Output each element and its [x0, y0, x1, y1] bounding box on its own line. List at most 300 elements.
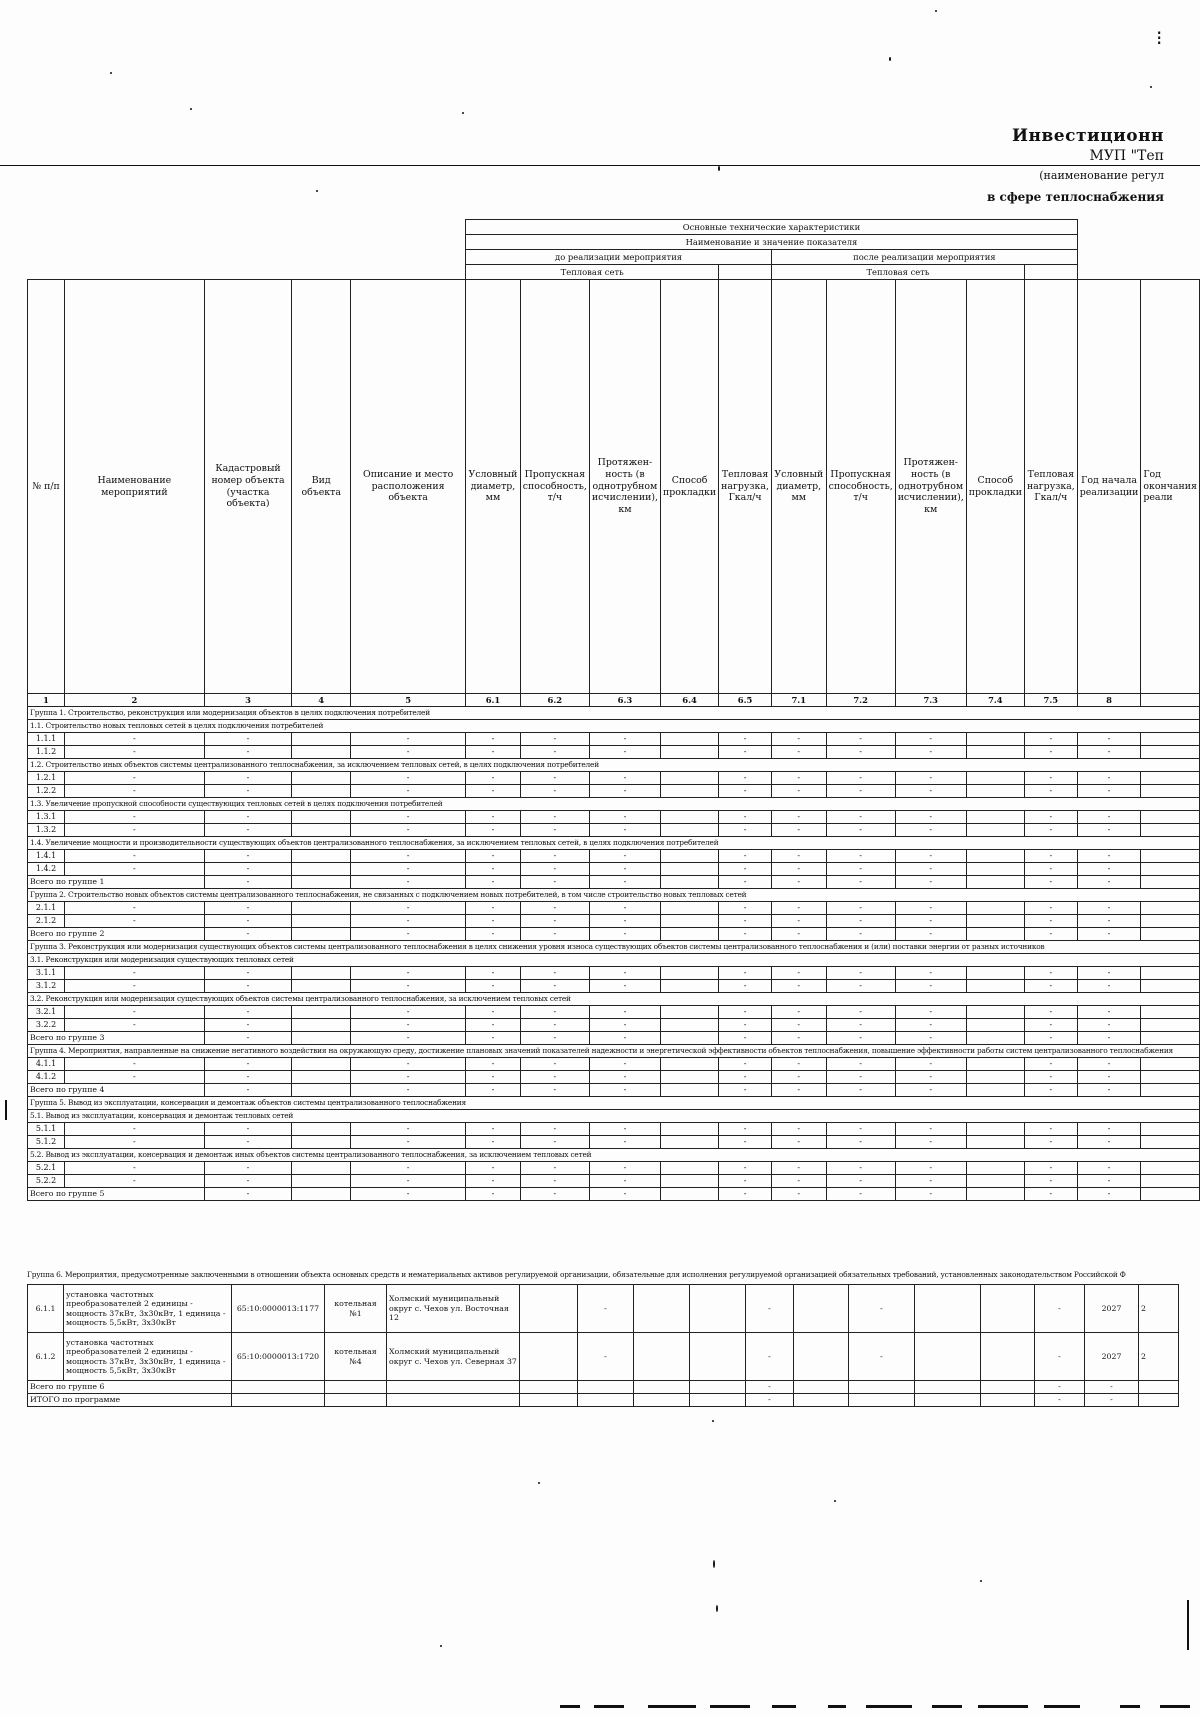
empty-value: -: [771, 733, 826, 746]
empty-value: -: [64, 746, 204, 759]
table-cell: [966, 915, 1024, 928]
empty-value: -: [466, 1123, 521, 1136]
table-cell: [966, 1175, 1024, 1188]
empty-value: -: [64, 980, 204, 993]
empty-value: -: [1024, 1006, 1077, 1019]
empty-value: -: [589, 733, 660, 746]
row-number: 1.1.1: [28, 733, 65, 746]
header-row-3: [28, 250, 1200, 265]
column-number: 6.4: [660, 694, 718, 707]
row-number: 3.1.1: [28, 967, 65, 980]
table-cell: [660, 746, 718, 759]
empty-value: -: [895, 902, 966, 915]
empty-value: -: [351, 772, 466, 785]
column-number: 7.1: [771, 694, 826, 707]
empty-value: -: [1024, 850, 1077, 863]
table-cell: [660, 863, 718, 876]
empty-value: -: [589, 746, 660, 759]
empty-value: -: [64, 824, 204, 837]
empty-value: -: [1024, 733, 1077, 746]
section-label: Группа 3. Реконструкция или модернизация существующих объектов системы централизованного теплоснабжения в целях снижения уровня износа существующих объектов системы централизованного теплоснабжения и (или) поставки энергии от разных источников: [28, 941, 1200, 954]
table-cell: [660, 1175, 718, 1188]
empty-value: -: [520, 785, 589, 798]
table-cell: [292, 876, 351, 889]
grand-total-row: [28, 1394, 1179, 1407]
col-load-before: Тепловая нагрузка, Гкал/ч: [719, 280, 772, 694]
empty-value: -: [351, 850, 466, 863]
empty-value: -: [719, 1006, 772, 1019]
row-number: 5.2.2: [28, 1175, 65, 1188]
table-cell: [232, 1394, 325, 1407]
table-cell: [292, 1071, 351, 1084]
table-cell: [292, 902, 351, 915]
empty-value: -: [826, 1084, 895, 1097]
empty-value: -: [520, 980, 589, 993]
empty-value: -: [466, 785, 521, 798]
empty-value: -: [826, 1188, 895, 1201]
heat-network-before-header: Тепловая сеть: [466, 265, 719, 280]
empty-value: -: [826, 980, 895, 993]
empty-value: -: [520, 928, 589, 941]
table-row: [28, 811, 1200, 824]
empty-value: -: [351, 746, 466, 759]
table-cell: [660, 967, 718, 980]
empty-value: -: [826, 1123, 895, 1136]
table-cell: [660, 1084, 718, 1097]
table-cell: [1141, 1019, 1200, 1032]
empty-value: -: [204, 733, 292, 746]
table-cell: [981, 1394, 1035, 1407]
empty-value: -: [520, 1136, 589, 1149]
table-cell: [660, 1188, 718, 1201]
section-row: [28, 889, 1200, 902]
empty-value: -: [204, 1058, 292, 1071]
table-cell: [292, 1058, 351, 1071]
col-kind: Вид объекта: [292, 280, 351, 694]
empty-value: -: [719, 863, 772, 876]
empty-value: -: [520, 1032, 589, 1045]
empty-value: -: [204, 1162, 292, 1175]
table-cell: [292, 967, 351, 980]
empty-value: -: [204, 1071, 292, 1084]
table-row: [28, 863, 1200, 876]
empty-value: -: [771, 772, 826, 785]
section-row: [28, 837, 1200, 850]
empty-value: -: [849, 1333, 915, 1381]
table-row: [28, 1136, 1200, 1149]
table-cell: [325, 1381, 387, 1394]
empty-value: -: [1035, 1394, 1085, 1407]
row-number: 1.2.1: [28, 772, 65, 785]
table-cell: [1139, 1381, 1179, 1394]
table-cell: [1141, 915, 1200, 928]
table-row: [28, 1333, 1179, 1381]
empty-value: -: [1077, 1032, 1141, 1045]
organization-note: (наименование регул: [1039, 169, 1164, 182]
empty-value: -: [1077, 1123, 1141, 1136]
empty-value: -: [589, 928, 660, 941]
empty-value: -: [466, 1058, 521, 1071]
empty-value: -: [1077, 967, 1141, 980]
empty-value: -: [1024, 1136, 1077, 1149]
empty-value: -: [466, 928, 521, 941]
table-cell: [660, 785, 718, 798]
empty-value: -: [895, 1123, 966, 1136]
table-cell: [1141, 1032, 1200, 1045]
empty-value: -: [895, 928, 966, 941]
row-number: 2.1.2: [28, 915, 65, 928]
table-row: [28, 1162, 1200, 1175]
section-row: [28, 1149, 1200, 1162]
empty-value: -: [64, 863, 204, 876]
object-kind: котельная №4: [325, 1333, 387, 1381]
table-cell: [966, 850, 1024, 863]
empty-value: -: [895, 1006, 966, 1019]
indicator-name-header: Наименование и значение показателя: [466, 235, 1078, 250]
empty-value: -: [351, 1019, 466, 1032]
empty-value: -: [204, 1175, 292, 1188]
header-row-2: [28, 235, 1200, 250]
row-number: 4.1.2: [28, 1071, 65, 1084]
col-load-after: Тепловая нагрузка, Гкал/ч: [1024, 280, 1077, 694]
empty-value: -: [895, 1058, 966, 1071]
row-number: 5.2.1: [28, 1162, 65, 1175]
measure-name: установка частотных преобразователей 2 единицы - мощность 37кВт, 3х30кВт, 1 единица - мощность 5,5кВт, 3х30кВт: [64, 1333, 232, 1381]
empty-value: -: [719, 980, 772, 993]
table-cell: [292, 1188, 351, 1201]
row-number: 6.1.2: [28, 1333, 64, 1381]
table-cell: [966, 1006, 1024, 1019]
empty-value: -: [64, 1162, 204, 1175]
top-right-mark: ⁝: [1156, 26, 1163, 50]
empty-value: -: [771, 928, 826, 941]
empty-value: -: [719, 746, 772, 759]
section-label: Группа 4. Мероприятия, направленные на снижение негативного воздействия на окружающую среду, достижение плановых значений показателей надежности и энергетической эффективности объектов теплоснабжения, повышение эффективности работы систем централизованного теплоснабжения: [28, 1045, 1200, 1058]
table-cell: [634, 1394, 690, 1407]
table-cell: [981, 1381, 1035, 1394]
empty-value: -: [719, 876, 772, 889]
empty-value: -: [1024, 980, 1077, 993]
empty-value: -: [204, 1032, 292, 1045]
table-cell: [292, 980, 351, 993]
row-number: 4.1.1: [28, 1058, 65, 1071]
empty-value: -: [1077, 1071, 1141, 1084]
row-number: 5.1.2: [28, 1136, 65, 1149]
empty-value: -: [1024, 863, 1077, 876]
empty-value: -: [826, 811, 895, 824]
empty-value: -: [351, 1006, 466, 1019]
table-cell: [1141, 1175, 1200, 1188]
empty-value: -: [64, 915, 204, 928]
table-row: [28, 850, 1200, 863]
empty-value: -: [771, 876, 826, 889]
col-length-after: Протяжен-ность (в однотрубном исчислении), км: [895, 280, 966, 694]
empty-value: -: [589, 1136, 660, 1149]
empty-value: -: [578, 1285, 634, 1333]
row-number: 1.1.2: [28, 746, 65, 759]
column-number: 7.4: [966, 694, 1024, 707]
table-cell: [292, 915, 351, 928]
measure-name: установка частотных преобразователей 2 единицы - мощность 37кВт, 3х30кВт, 1 единица - мощность 5,5кВт, 3х30кВт: [64, 1285, 232, 1333]
empty-value: -: [351, 1175, 466, 1188]
column-number: 7.5: [1024, 694, 1077, 707]
table-row: [28, 1285, 1179, 1333]
empty-value: -: [204, 928, 292, 941]
section-label: 5.1. Вывод из эксплуатации, консервация и демонтаж тепловых сетей: [28, 1110, 1200, 1123]
empty-value: -: [771, 1058, 826, 1071]
empty-value: -: [1024, 1188, 1077, 1201]
column-number: 1: [28, 694, 65, 707]
empty-value: -: [589, 915, 660, 928]
empty-value: -: [746, 1285, 794, 1333]
group6-label: Группа 6. Мероприятия, предусмотренные заключенными в отношении объекта основных средств и нематериальных активов регулируемой организации, обязательные для исполнения регулируемой организацией обязательных требований, установленных законодательством Российской Ф: [27, 1270, 1126, 1279]
empty-value: -: [771, 1136, 826, 1149]
section-row: [28, 1110, 1200, 1123]
table-cell: [292, 785, 351, 798]
empty-value: -: [1077, 785, 1141, 798]
empty-value: -: [1024, 1071, 1077, 1084]
table-cell: [1141, 1084, 1200, 1097]
table-cell: [292, 850, 351, 863]
table-cell: [966, 772, 1024, 785]
empty-value: -: [520, 967, 589, 980]
section-row: [28, 1045, 1200, 1058]
empty-value: -: [719, 785, 772, 798]
empty-value: -: [589, 811, 660, 824]
empty-value: -: [895, 915, 966, 928]
empty-value: -: [771, 1188, 826, 1201]
empty-value: -: [771, 1071, 826, 1084]
table-cell: [690, 1381, 746, 1394]
empty-value: -: [895, 811, 966, 824]
empty-value: -: [520, 811, 589, 824]
empty-value: -: [351, 785, 466, 798]
empty-value: -: [520, 1006, 589, 1019]
empty-value: -: [520, 1019, 589, 1032]
empty-value: -: [719, 811, 772, 824]
empty-value: -: [204, 772, 292, 785]
col-laying-before: Способ прокладки: [660, 280, 718, 694]
empty-value: -: [466, 1175, 521, 1188]
table-cell: [660, 1136, 718, 1149]
table-cell: [292, 1136, 351, 1149]
column-number-row: [28, 694, 1200, 707]
table-cell: [966, 863, 1024, 876]
table-cell: [520, 1285, 578, 1333]
table-cell: [1141, 1006, 1200, 1019]
empty-value: -: [520, 915, 589, 928]
empty-value: -: [719, 1188, 772, 1201]
table-cell: [966, 733, 1024, 746]
table-cell: [966, 1032, 1024, 1045]
col-cadastre: Кадастровый номер объекта (участка объекта): [204, 280, 292, 694]
empty-value: -: [1024, 1032, 1077, 1045]
empty-value: -: [204, 785, 292, 798]
table-cell: [660, 772, 718, 785]
table-row: [28, 1019, 1200, 1032]
table-cell: [690, 1394, 746, 1407]
empty-value: -: [351, 1123, 466, 1136]
empty-value: -: [351, 1071, 466, 1084]
table-cell: [292, 811, 351, 824]
table-row: [28, 1175, 1200, 1188]
empty-value: -: [771, 1032, 826, 1045]
empty-value: -: [351, 876, 466, 889]
table-cell: [1141, 772, 1200, 785]
section-row: [28, 954, 1200, 967]
empty-value: -: [826, 1058, 895, 1071]
column-number: 7.2: [826, 694, 895, 707]
table-cell: [1141, 863, 1200, 876]
col-diameter-before: Условный диаметр, мм: [466, 280, 521, 694]
scope-line: в сфере теплоснабжения: [987, 190, 1164, 204]
main-characteristics-header: Основные технические характеристики: [466, 220, 1078, 235]
section-label: 3.2. Реконструкция или модернизация существующих объектов системы централизованного теплоснабжения, за исключением тепловых сетей: [28, 993, 1200, 1006]
table-cell: [1141, 1123, 1200, 1136]
empty-value: -: [351, 928, 466, 941]
total-row: [28, 1188, 1200, 1201]
empty-value: -: [826, 824, 895, 837]
empty-value: -: [351, 967, 466, 980]
table-cell: [1141, 928, 1200, 941]
empty-value: -: [1035, 1381, 1085, 1394]
table-cell: [966, 811, 1024, 824]
empty-value: -: [351, 1058, 466, 1071]
column-number: 8: [1077, 694, 1141, 707]
col-num: № п/п: [28, 280, 65, 694]
row-number: 3.2.1: [28, 1006, 65, 1019]
empty-value: -: [64, 733, 204, 746]
empty-value: -: [826, 1162, 895, 1175]
empty-value: -: [826, 1071, 895, 1084]
section-row: [28, 720, 1200, 733]
column-number: 6.5: [719, 694, 772, 707]
table-cell: [292, 733, 351, 746]
table-cell: [660, 733, 718, 746]
empty-value: -: [64, 1006, 204, 1019]
empty-value: -: [466, 811, 521, 824]
empty-value: -: [589, 980, 660, 993]
empty-value: -: [746, 1381, 794, 1394]
empty-value: -: [849, 1285, 915, 1333]
empty-value: -: [1077, 876, 1141, 889]
empty-value: -: [1024, 915, 1077, 928]
empty-value: -: [1077, 733, 1141, 746]
table-row: [28, 902, 1200, 915]
table-cell: [520, 1333, 578, 1381]
empty-value: -: [719, 1162, 772, 1175]
col-capacity-after: Пропускная способность, т/ч: [826, 280, 895, 694]
empty-value: -: [351, 824, 466, 837]
table-cell: [1141, 811, 1200, 824]
object-location: Холмский муниципальный округ с. Чехов ул. Восточная 12: [387, 1285, 520, 1333]
empty-value: -: [1077, 1084, 1141, 1097]
empty-value: -: [826, 1175, 895, 1188]
table-cell: [915, 1394, 981, 1407]
table-cell: [1141, 746, 1200, 759]
section-row: [28, 993, 1200, 1006]
empty-value: -: [1077, 1188, 1141, 1201]
empty-value: -: [466, 967, 521, 980]
empty-value: -: [351, 915, 466, 928]
empty-value: -: [351, 811, 466, 824]
empty-value: -: [466, 1006, 521, 1019]
empty-value: -: [1024, 1175, 1077, 1188]
empty-value: -: [351, 980, 466, 993]
header-rule: [0, 165, 1200, 166]
table-row: [28, 824, 1200, 837]
empty-value: -: [466, 1032, 521, 1045]
total-label: Всего по группе 2: [28, 928, 205, 941]
empty-value: -: [826, 733, 895, 746]
empty-value: -: [719, 915, 772, 928]
empty-value: -: [589, 850, 660, 863]
empty-value: -: [204, 1188, 292, 1201]
row-number: 1.3.1: [28, 811, 65, 824]
empty-value: -: [466, 863, 521, 876]
section-row: [28, 759, 1200, 772]
end-year: 2: [1139, 1333, 1179, 1381]
empty-value: -: [64, 1123, 204, 1136]
empty-value: -: [771, 811, 826, 824]
table-cell: [387, 1381, 520, 1394]
empty-value: -: [589, 1123, 660, 1136]
empty-value: -: [466, 1136, 521, 1149]
table-cell: [1141, 1188, 1200, 1201]
empty-value: -: [771, 1019, 826, 1032]
table-cell: [966, 1162, 1024, 1175]
table-cell: [292, 928, 351, 941]
empty-value: -: [895, 863, 966, 876]
group6-table: [27, 1284, 1179, 1407]
empty-value: -: [1077, 928, 1141, 941]
empty-value: -: [719, 1019, 772, 1032]
table-body: [28, 707, 1200, 1201]
empty-value: -: [204, 967, 292, 980]
empty-value: -: [895, 785, 966, 798]
table-cell: [292, 1006, 351, 1019]
empty-value: -: [719, 850, 772, 863]
empty-value: -: [589, 1162, 660, 1175]
empty-value: -: [719, 1032, 772, 1045]
table-cell: [981, 1333, 1035, 1381]
empty-value: -: [826, 850, 895, 863]
table-cell: [660, 1058, 718, 1071]
table-cell: [966, 746, 1024, 759]
empty-value: -: [826, 902, 895, 915]
table-cell: [292, 824, 351, 837]
table-cell: [520, 1394, 578, 1407]
column-number: 6.1: [466, 694, 521, 707]
table-cell: [690, 1285, 746, 1333]
column-number: [1141, 694, 1200, 707]
column-number: 6.3: [589, 694, 660, 707]
heat-network-after-header: Тепловая сеть: [771, 265, 1024, 280]
table-cell: [981, 1285, 1035, 1333]
empty-value: -: [64, 902, 204, 915]
table-cell: [660, 902, 718, 915]
col-name: Наименование мероприятий: [64, 280, 204, 694]
empty-value: -: [719, 1071, 772, 1084]
empty-value: -: [1035, 1285, 1085, 1333]
empty-value: -: [520, 746, 589, 759]
empty-value: -: [204, 1019, 292, 1032]
table-cell: [292, 1123, 351, 1136]
empty-value: -: [589, 1188, 660, 1201]
empty-value: -: [771, 902, 826, 915]
column-number: 7.3: [895, 694, 966, 707]
table-cell: [966, 824, 1024, 837]
